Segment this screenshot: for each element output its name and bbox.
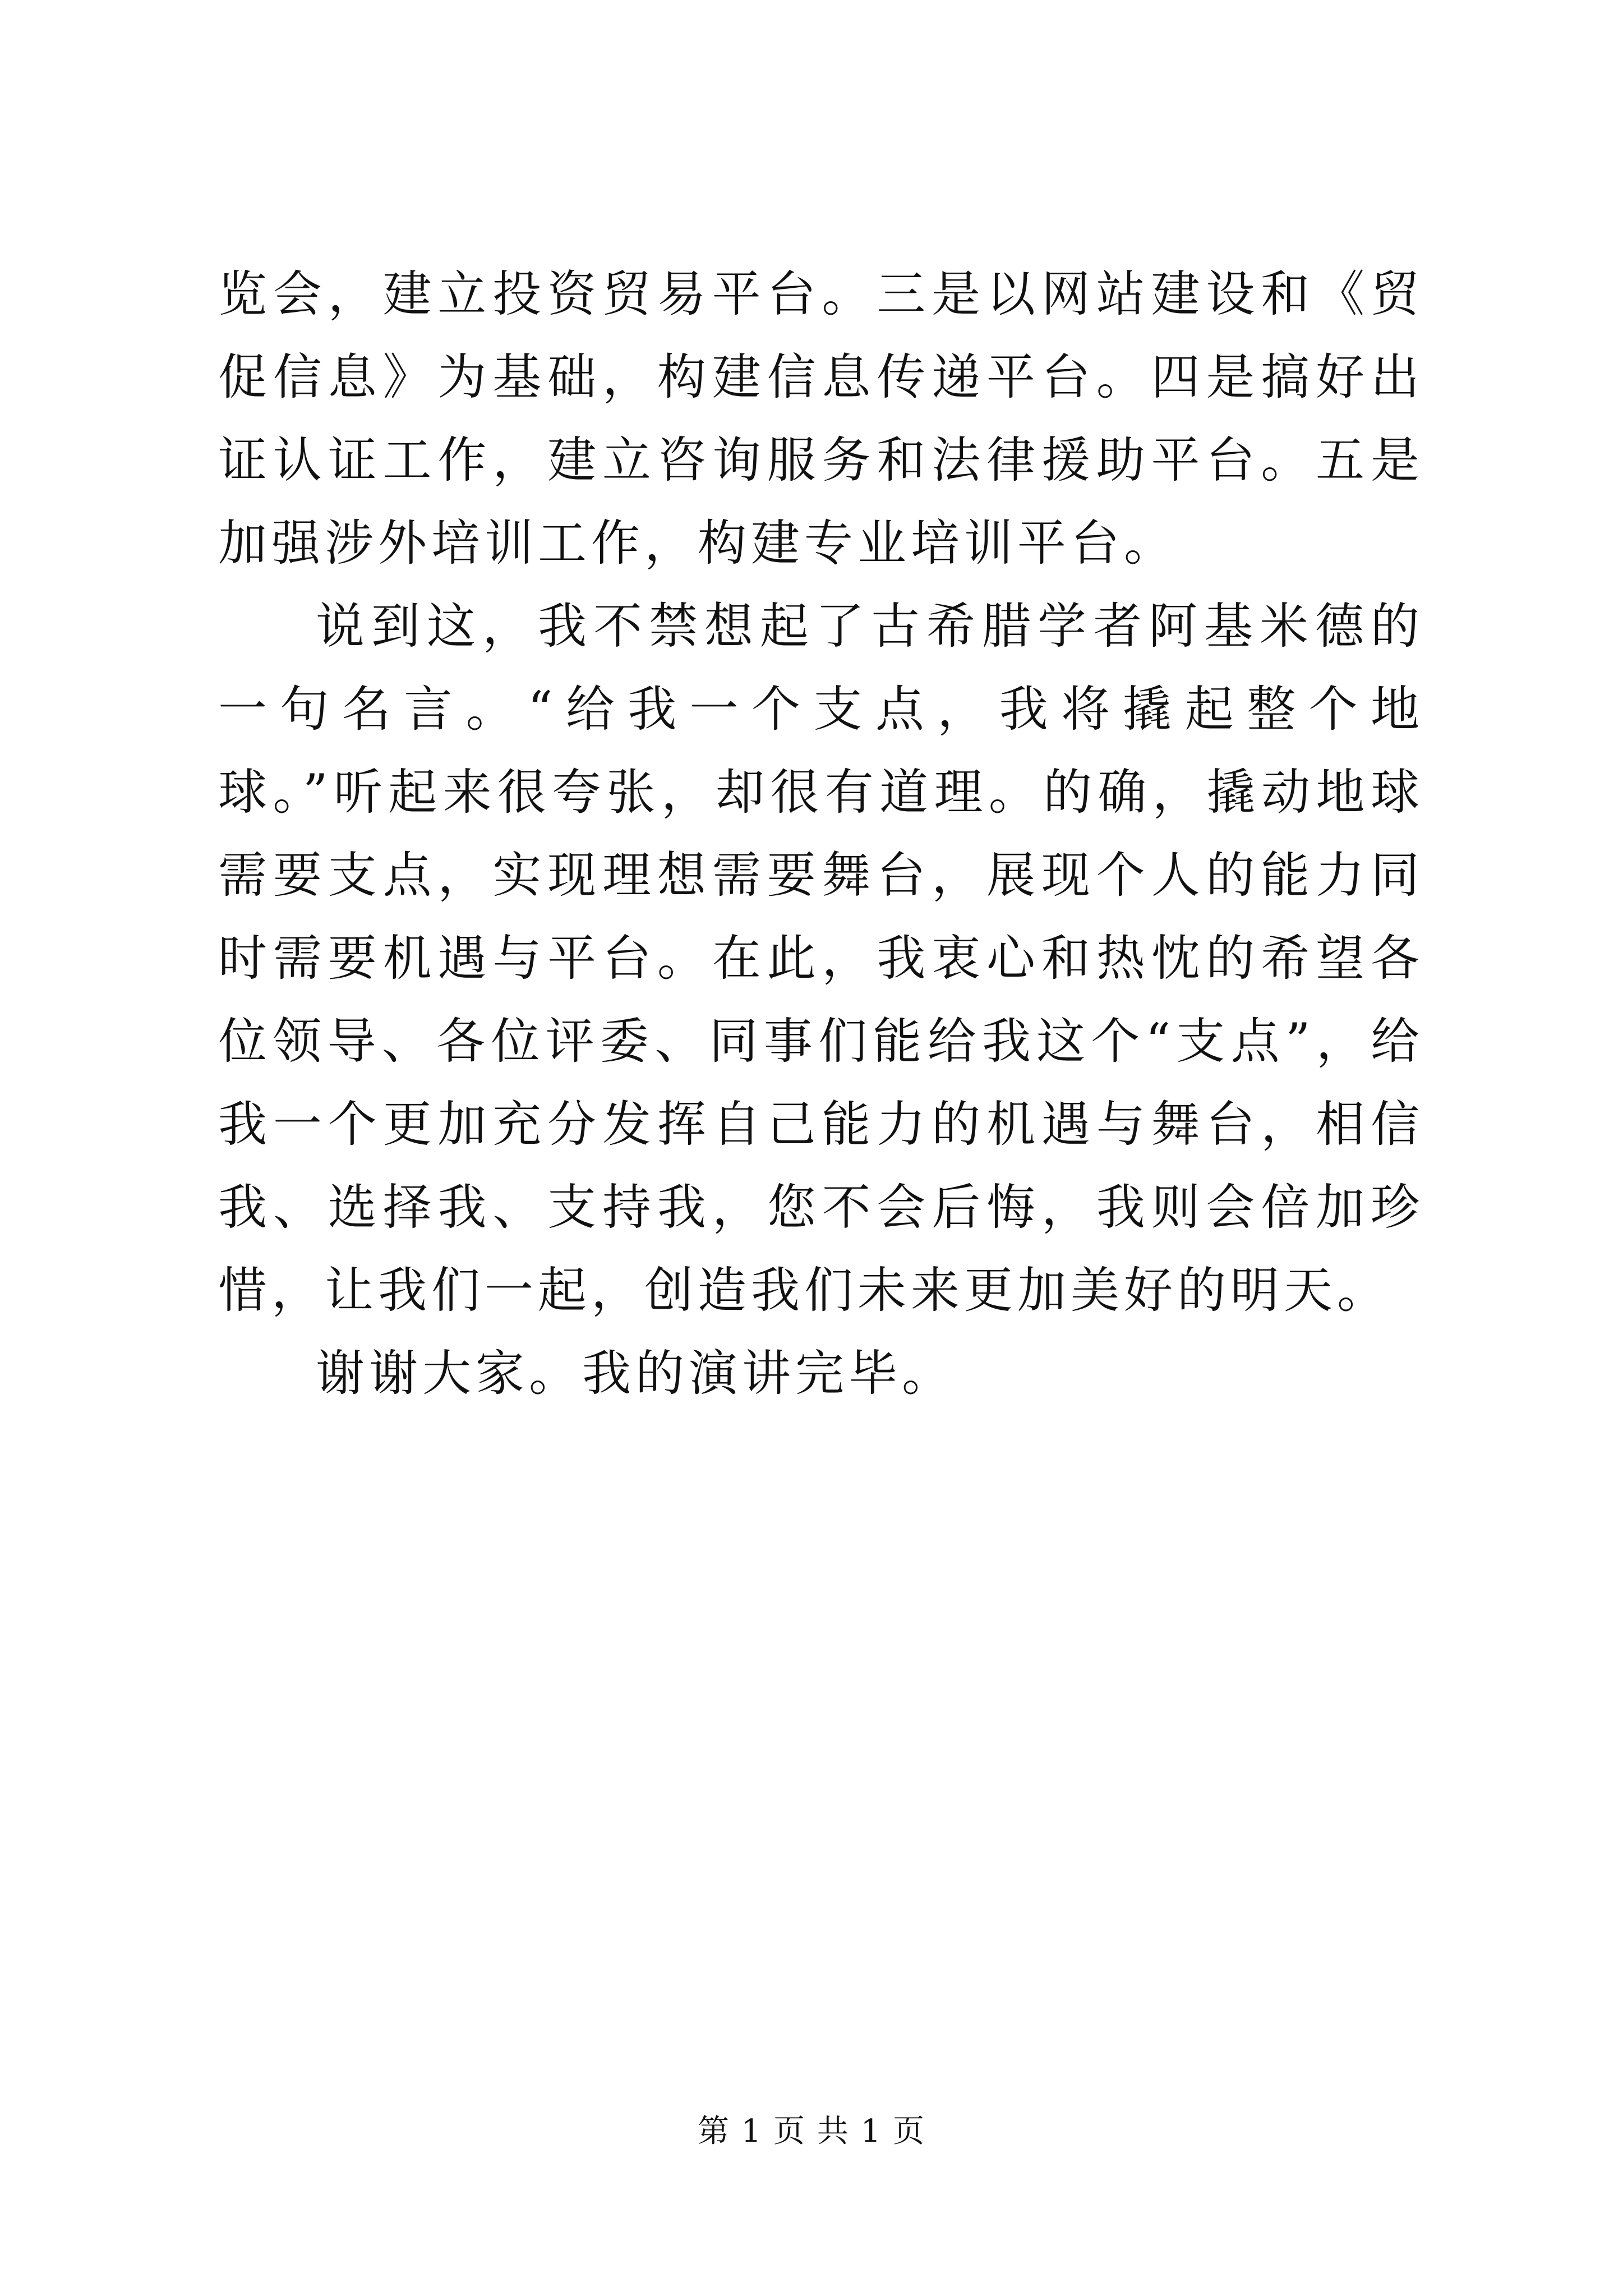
paragraph-archimedes-quote: 说到这，我不禁想起了古希腊学者阿基米德的一句名言。“给我一个支点，我将撬起整个地球。”听起来很夸张，却很有道理。的确，撬动地球需要支点，实现理想需要舞台，展现个人的能力同时需要机遇与平台。在此，我衷心和热忱的希望各位领导、各位评委、同事们能给我这个“支点”，给我一个更加充分发挥自己能力的机遇与舞台，相信我、选择我、支持我，您不会后悔，我则会倍加珍惜，让我们一起，创造我们未来更加美好的明天。 — [218, 597, 1424, 1319]
paragraph-closing: 谢谢大家。我的演讲完毕。 — [316, 1345, 955, 1402]
document-body — [218, 252, 1424, 1415]
page-footer: 第 1 页 共 1 页 — [697, 2113, 926, 2150]
paragraph-continued: 览会，建立投资贸易平台。三是以网站建设和《贸促信息》为基础，构建信息传递平台。四是搞好出证认证工作，建立咨询服务和法律援助平台。五是加强涉外培训工作，构建专业培训平台。 — [218, 265, 1424, 572]
